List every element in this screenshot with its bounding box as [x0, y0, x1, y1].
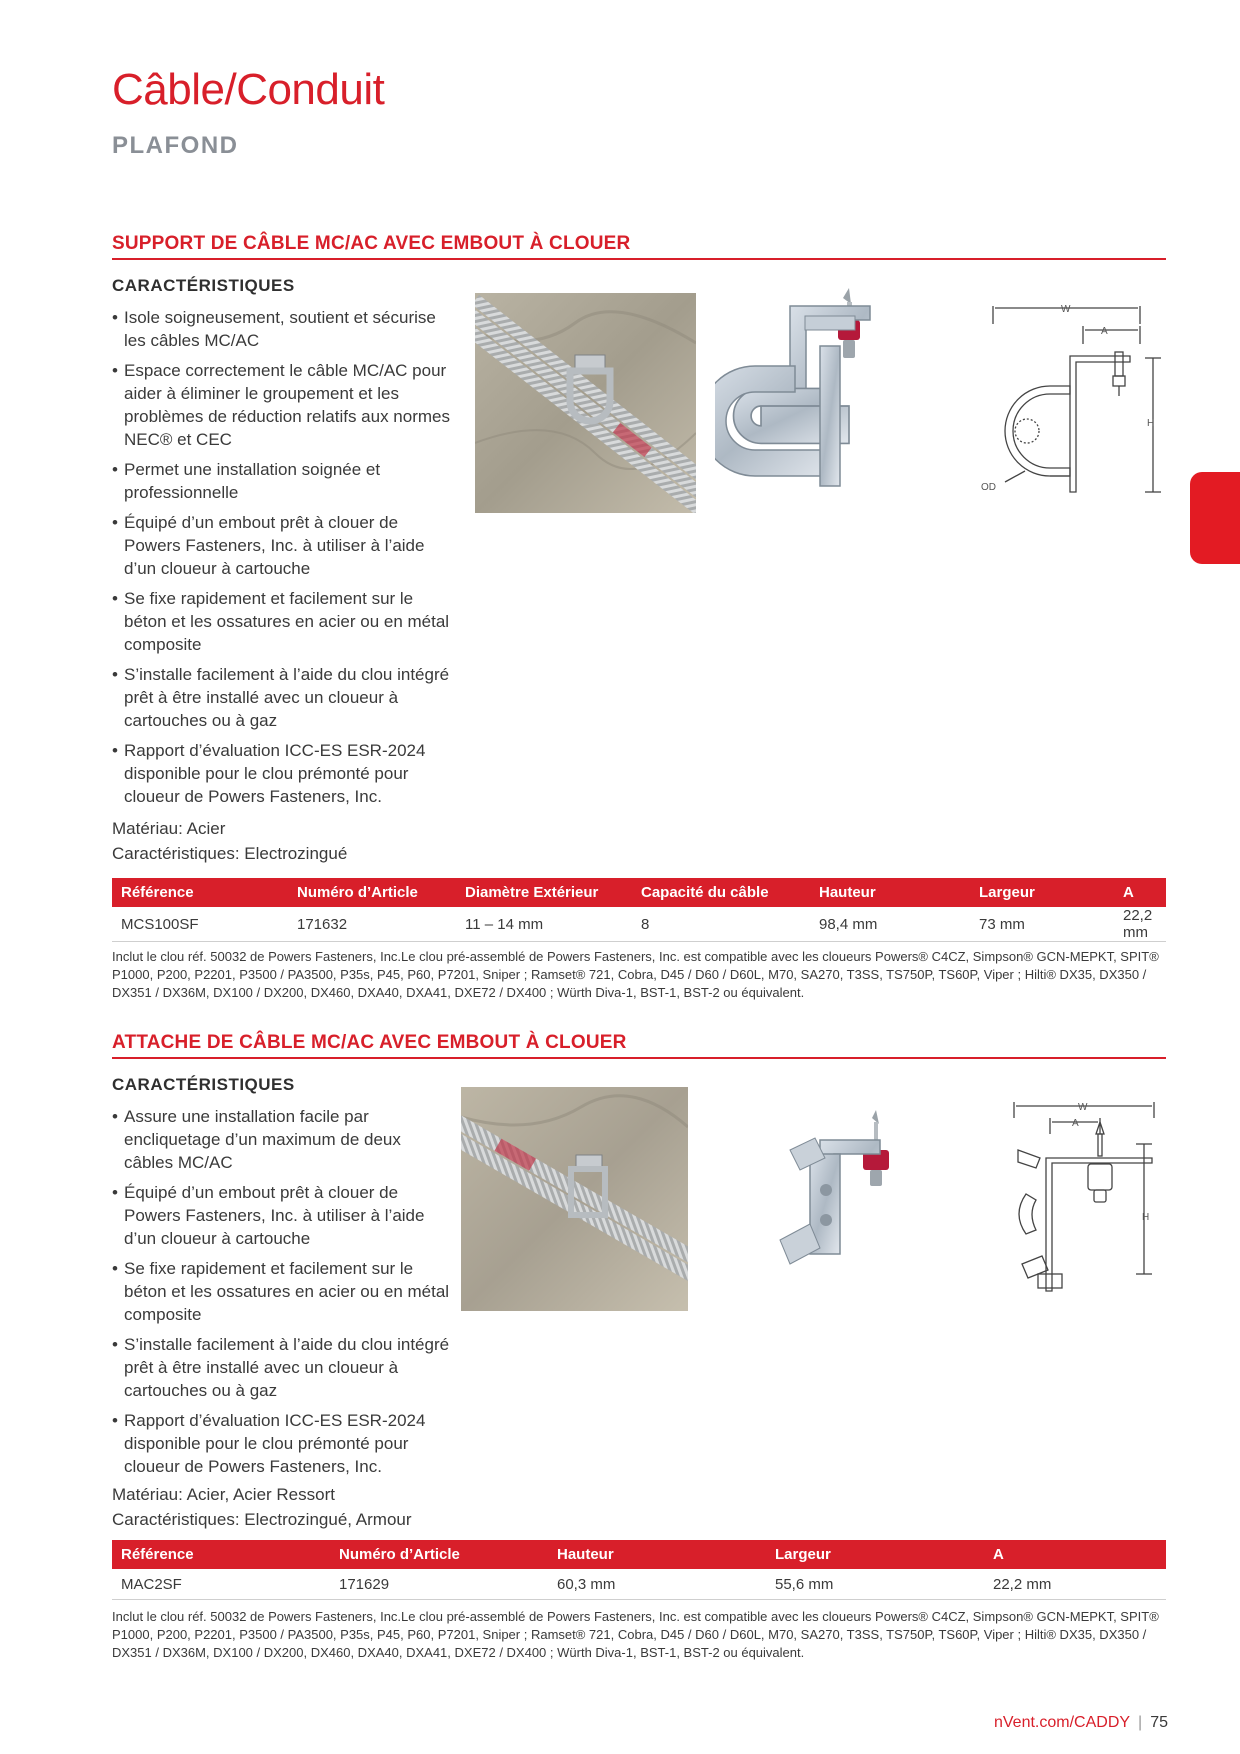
section-1-finish: Caractéristiques: Electrozingué — [112, 844, 348, 863]
table-cell: 98,4 mm — [810, 907, 970, 942]
section-1-features-heading: CARACTÉRISTIQUES — [112, 276, 295, 295]
section-2-features-list — [112, 1105, 452, 1485]
col-header: Diamètre Extérieur — [456, 878, 632, 907]
table-row — [112, 1569, 1166, 1600]
table-cell: 55,6 mm — [766, 1569, 984, 1600]
section-2-rule — [112, 1057, 1166, 1059]
feature-item: • Se fixe rapidement et facilement sur le béton et les ossatures en acier ou en métal composite — [112, 1257, 452, 1326]
col-header: A — [984, 1540, 1166, 1569]
table-cell: 22,2 mm — [1114, 907, 1166, 942]
feature-item: • Assure une installation facile par encliquetage d’un maximum de deux câbles MC/AC — [112, 1105, 452, 1174]
table-cell: 171629 — [330, 1569, 548, 1600]
section-2-finish: Caractéristiques: Electrozingué, Armour — [112, 1510, 412, 1529]
feature-item: • Espace correctement le câble MC/AC pour aider à éliminer le groupement et les problèmes de réduction relatifs aux normes NEC® et CEC — [112, 359, 452, 451]
footer-separator: | — [1138, 1714, 1143, 1731]
feature-item: • Équipé d’un embout prêt à clouer de Powers Fasteners, Inc. à utiliser à l’aide d’un cloueur à cartouche — [112, 1181, 452, 1250]
dim-label-a: A — [1101, 326, 1108, 337]
table-cell: MAC2SF — [112, 1569, 330, 1600]
col-header: Hauteur — [548, 1540, 766, 1569]
col-header: Capacité du câble — [632, 878, 810, 907]
dimension-diagram-2 — [998, 1094, 1173, 1299]
col-header: Largeur — [766, 1540, 984, 1569]
section-2-title: ATTACHE DE CÂBLE MC/AC AVEC EMBOUT À CLOUER — [112, 1032, 627, 1053]
table-cell: 171632 — [288, 907, 456, 942]
dim-label-h: H — [1142, 1212, 1150, 1223]
table-header-row — [112, 1540, 1166, 1569]
col-header: Numéro d’Article — [288, 878, 456, 907]
section-2-features-heading: CARACTÉRISTIQUES — [112, 1075, 295, 1094]
col-header: Référence — [112, 878, 288, 907]
installation-photo-1 — [475, 293, 696, 513]
col-header: Largeur — [970, 878, 1114, 907]
dim-label-w: W — [1078, 1102, 1088, 1113]
section-tab-marker — [1190, 472, 1240, 564]
col-header: A — [1114, 878, 1166, 907]
table-cell: 22,2 mm — [984, 1569, 1166, 1600]
page-footer — [994, 1714, 1168, 1732]
feature-item: • Se fixe rapidement et facilement sur le béton et les ossatures en acier ou en métal composite — [112, 587, 452, 656]
spec-table-1 — [112, 878, 1166, 942]
feature-item: • Rapport d’évaluation ICC-ES ESR-2024 disponible pour le clou prémonté pour cloueur de Powers Fasteners, Inc. — [112, 739, 452, 808]
section-1-features-list — [112, 306, 452, 815]
section-1-rule — [112, 258, 1166, 260]
dim-label-h: H — [1147, 418, 1155, 429]
feature-item: • S’installe facilement à l’aide du clou intégré prêt à être installé avec un cloueur à cartouches ou à gaz — [112, 1333, 452, 1402]
feature-item: • Équipé d’un embout prêt à clouer de Powers Fasteners, Inc. à utiliser à l’aide d’un cloueur à cartouche — [112, 511, 452, 580]
section-2-material: Matériau: Acier, Acier Ressort — [112, 1485, 335, 1504]
spec-table-2 — [112, 1540, 1166, 1600]
dim-label-w: W — [1061, 304, 1071, 315]
page-title: Câble/Conduit — [112, 65, 385, 114]
table-header-row — [112, 878, 1166, 907]
page-subtitle: PLAFOND — [112, 132, 239, 159]
product-image-mac2sf — [770, 1110, 910, 1285]
table-cell: MCS100SF — [112, 907, 288, 942]
page-number: 75 — [1150, 1714, 1168, 1731]
feature-item: • Isole soigneusement, soutient et sécurise les câbles MC/AC — [112, 306, 452, 352]
col-header: Référence — [112, 1540, 330, 1569]
feature-item: • S’installe facilement à l’aide du clou intégré prêt à être installé avec un cloueur à cartouches ou à gaz — [112, 663, 452, 732]
section-1-material: Matériau: Acier — [112, 819, 226, 838]
feature-item: • Permet une installation soignée et professionnelle — [112, 458, 452, 504]
table-cell: 73 mm — [970, 907, 1114, 942]
col-header: Hauteur — [810, 878, 970, 907]
table-cell: 8 — [632, 907, 810, 942]
section-2-note: Inclut le clou réf. 50032 de Powers Fasteners, Inc.Le clou pré-assemblé de Powers Fasteners, Inc. est compatible avec les cloueurs Powers® C4CZ, Simpson® GCN-MEPKT, SPIT® P1000, P200, P2201, P3500 / PA3500, P35s, P45, P60, P7201, Sniper ; Ramset® 721, Cobra, D45 / D60 / D60L, M70, SA270, T3SS, TS750P, TS60P, Viper ; Hilti® DX35, DX350 / DX351 / DX36M, DX100 / DX200, DX460, DXA40, DXA41, DXE72 / DX400 ; Würth Diva-1, BST-1, BST-2 ou équivalent. — [112, 1609, 1159, 1660]
dimension-diagram-1 — [975, 296, 1165, 506]
table-cell: 11 – 14 mm — [456, 907, 632, 942]
feature-item: • Rapport d’évaluation ICC-ES ESR-2024 disponible pour le clou prémonté pour cloueur de Powers Fasteners, Inc. — [112, 1409, 452, 1478]
section-1-title: SUPPORT DE CÂBLE MC/AC AVEC EMBOUT À CLOUER — [112, 233, 631, 254]
product-image-mcs100sf — [715, 286, 915, 514]
footer-site-link[interactable]: nVent.com/CADDY — [993, 1714, 1131, 1731]
table-row — [112, 907, 1166, 942]
table-cell: 60,3 mm — [548, 1569, 766, 1600]
dim-label-od: OD — [981, 482, 996, 493]
dim-label-a: A — [1072, 1118, 1079, 1129]
section-1-note: Inclut le clou réf. 50032 de Powers Fasteners, Inc.Le clou pré-assemblé de Powers Fasteners, Inc. est compatible avec les cloueurs Powers® C4CZ, Simpson® GCN-MEPKT, SPIT® P1000, P200, P2201, P3500 / PA3500, P35s, P45, P60, P7201, Sniper ; Ramset® 721, Cobra, D45 / D60 / D60L, M70, SA270, T3SS, TS750P, TS60P, Viper ; Hilti® DX35, DX350 / DX351 / DX36M, DX100 / DX200, DX460, DXA40, DXA41, DXE72 / DX400 ; Würth Diva-1, BST-1, BST-2 ou équivalent. — [112, 949, 1159, 1000]
installation-photo-2 — [461, 1087, 688, 1311]
col-header: Numéro d’Article — [330, 1540, 548, 1569]
